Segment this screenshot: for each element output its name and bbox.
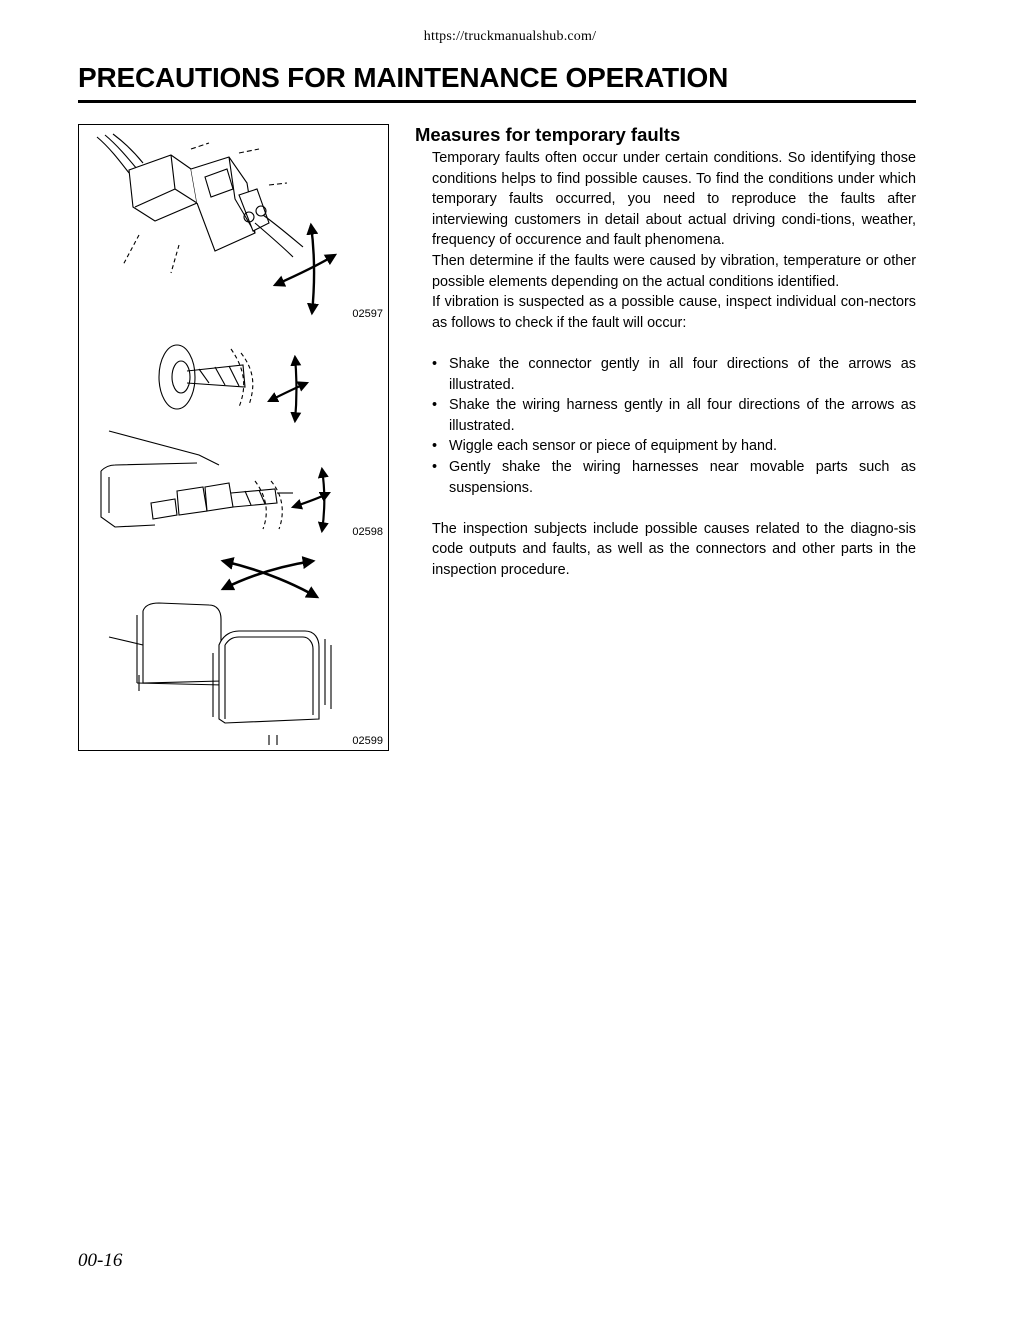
bullet-icon: • — [432, 355, 438, 372]
body-paragraph: Temporary faults often occur under certain conditions. So identifying those conditions helps to find possible causes. To find the conditions under which temporary faults occurred, you need to reproduce the faults after interviewing customers in detail about actual driving condi-tions, weather, frequency of occurence and fault phenomena. — [432, 150, 916, 249]
sensor-box-illustration — [109, 603, 331, 745]
illustration-panel — [78, 124, 389, 751]
grommet-illustration — [159, 345, 253, 409]
bullet-icon: • — [432, 458, 438, 475]
figure-number: 02598 — [352, 526, 383, 538]
list-item — [432, 354, 916, 395]
source-url[interactable]: https://truckmanualshub.com/ — [423, 29, 597, 44]
body-paragraph: If vibration is suspected as a possible cause, inspect individual con-nectors as follows to check if the fault will occur: — [432, 294, 916, 331]
list-item-text: Gently shake the wiring harnesses near movable parts such as suspensions. — [449, 458, 916, 496]
ecu-harness-illustration — [101, 431, 293, 529]
body-paragraph: The inspection subjects include possible causes related to the diagno-sis code outputs and faults, as well as the connectors and other parts in the inspection procedure. — [432, 520, 916, 578]
bullet-icon: • — [432, 397, 438, 414]
figure-number: 02597 — [352, 308, 383, 320]
connector-illustrations — [79, 125, 388, 750]
body-paragraph: Then determine if the faults were caused by vibration, temperature or other possible elements depending on the actual conditions identified. — [432, 252, 916, 290]
title-rule — [78, 100, 916, 103]
paragraph-gap — [432, 333, 916, 354]
bullet-icon: • — [432, 438, 438, 455]
shake-arrows-icon — [275, 225, 335, 313]
wiggle-arrows-icon — [223, 561, 317, 597]
shake-arrows-icon — [269, 357, 307, 421]
page-number: 00-16 — [78, 1250, 123, 1271]
shake-arrows-icon — [293, 469, 329, 531]
connector-illustration — [97, 134, 303, 273]
list-item-text: Wiggle each sensor or piece of equipment by hand. — [449, 438, 777, 455]
list-item-text: Shake the wiring harness gently in all four directions of the arrows as illustrated. — [449, 397, 916, 434]
list-item — [432, 457, 916, 498]
list-item — [432, 395, 916, 436]
paragraph-gap — [432, 498, 916, 519]
list-item — [432, 436, 916, 457]
list-item-text: Shake the connector gently in all four directions of the arrows as illustrated. — [449, 355, 916, 393]
section-heading: Measures for temporary faults — [415, 124, 681, 145]
page-title: PRECAUTIONS FOR MAINTENANCE OPERATION — [78, 62, 729, 93]
figure-number: 02599 — [352, 735, 383, 747]
section-body — [432, 148, 916, 580]
bullet-list — [432, 354, 916, 498]
